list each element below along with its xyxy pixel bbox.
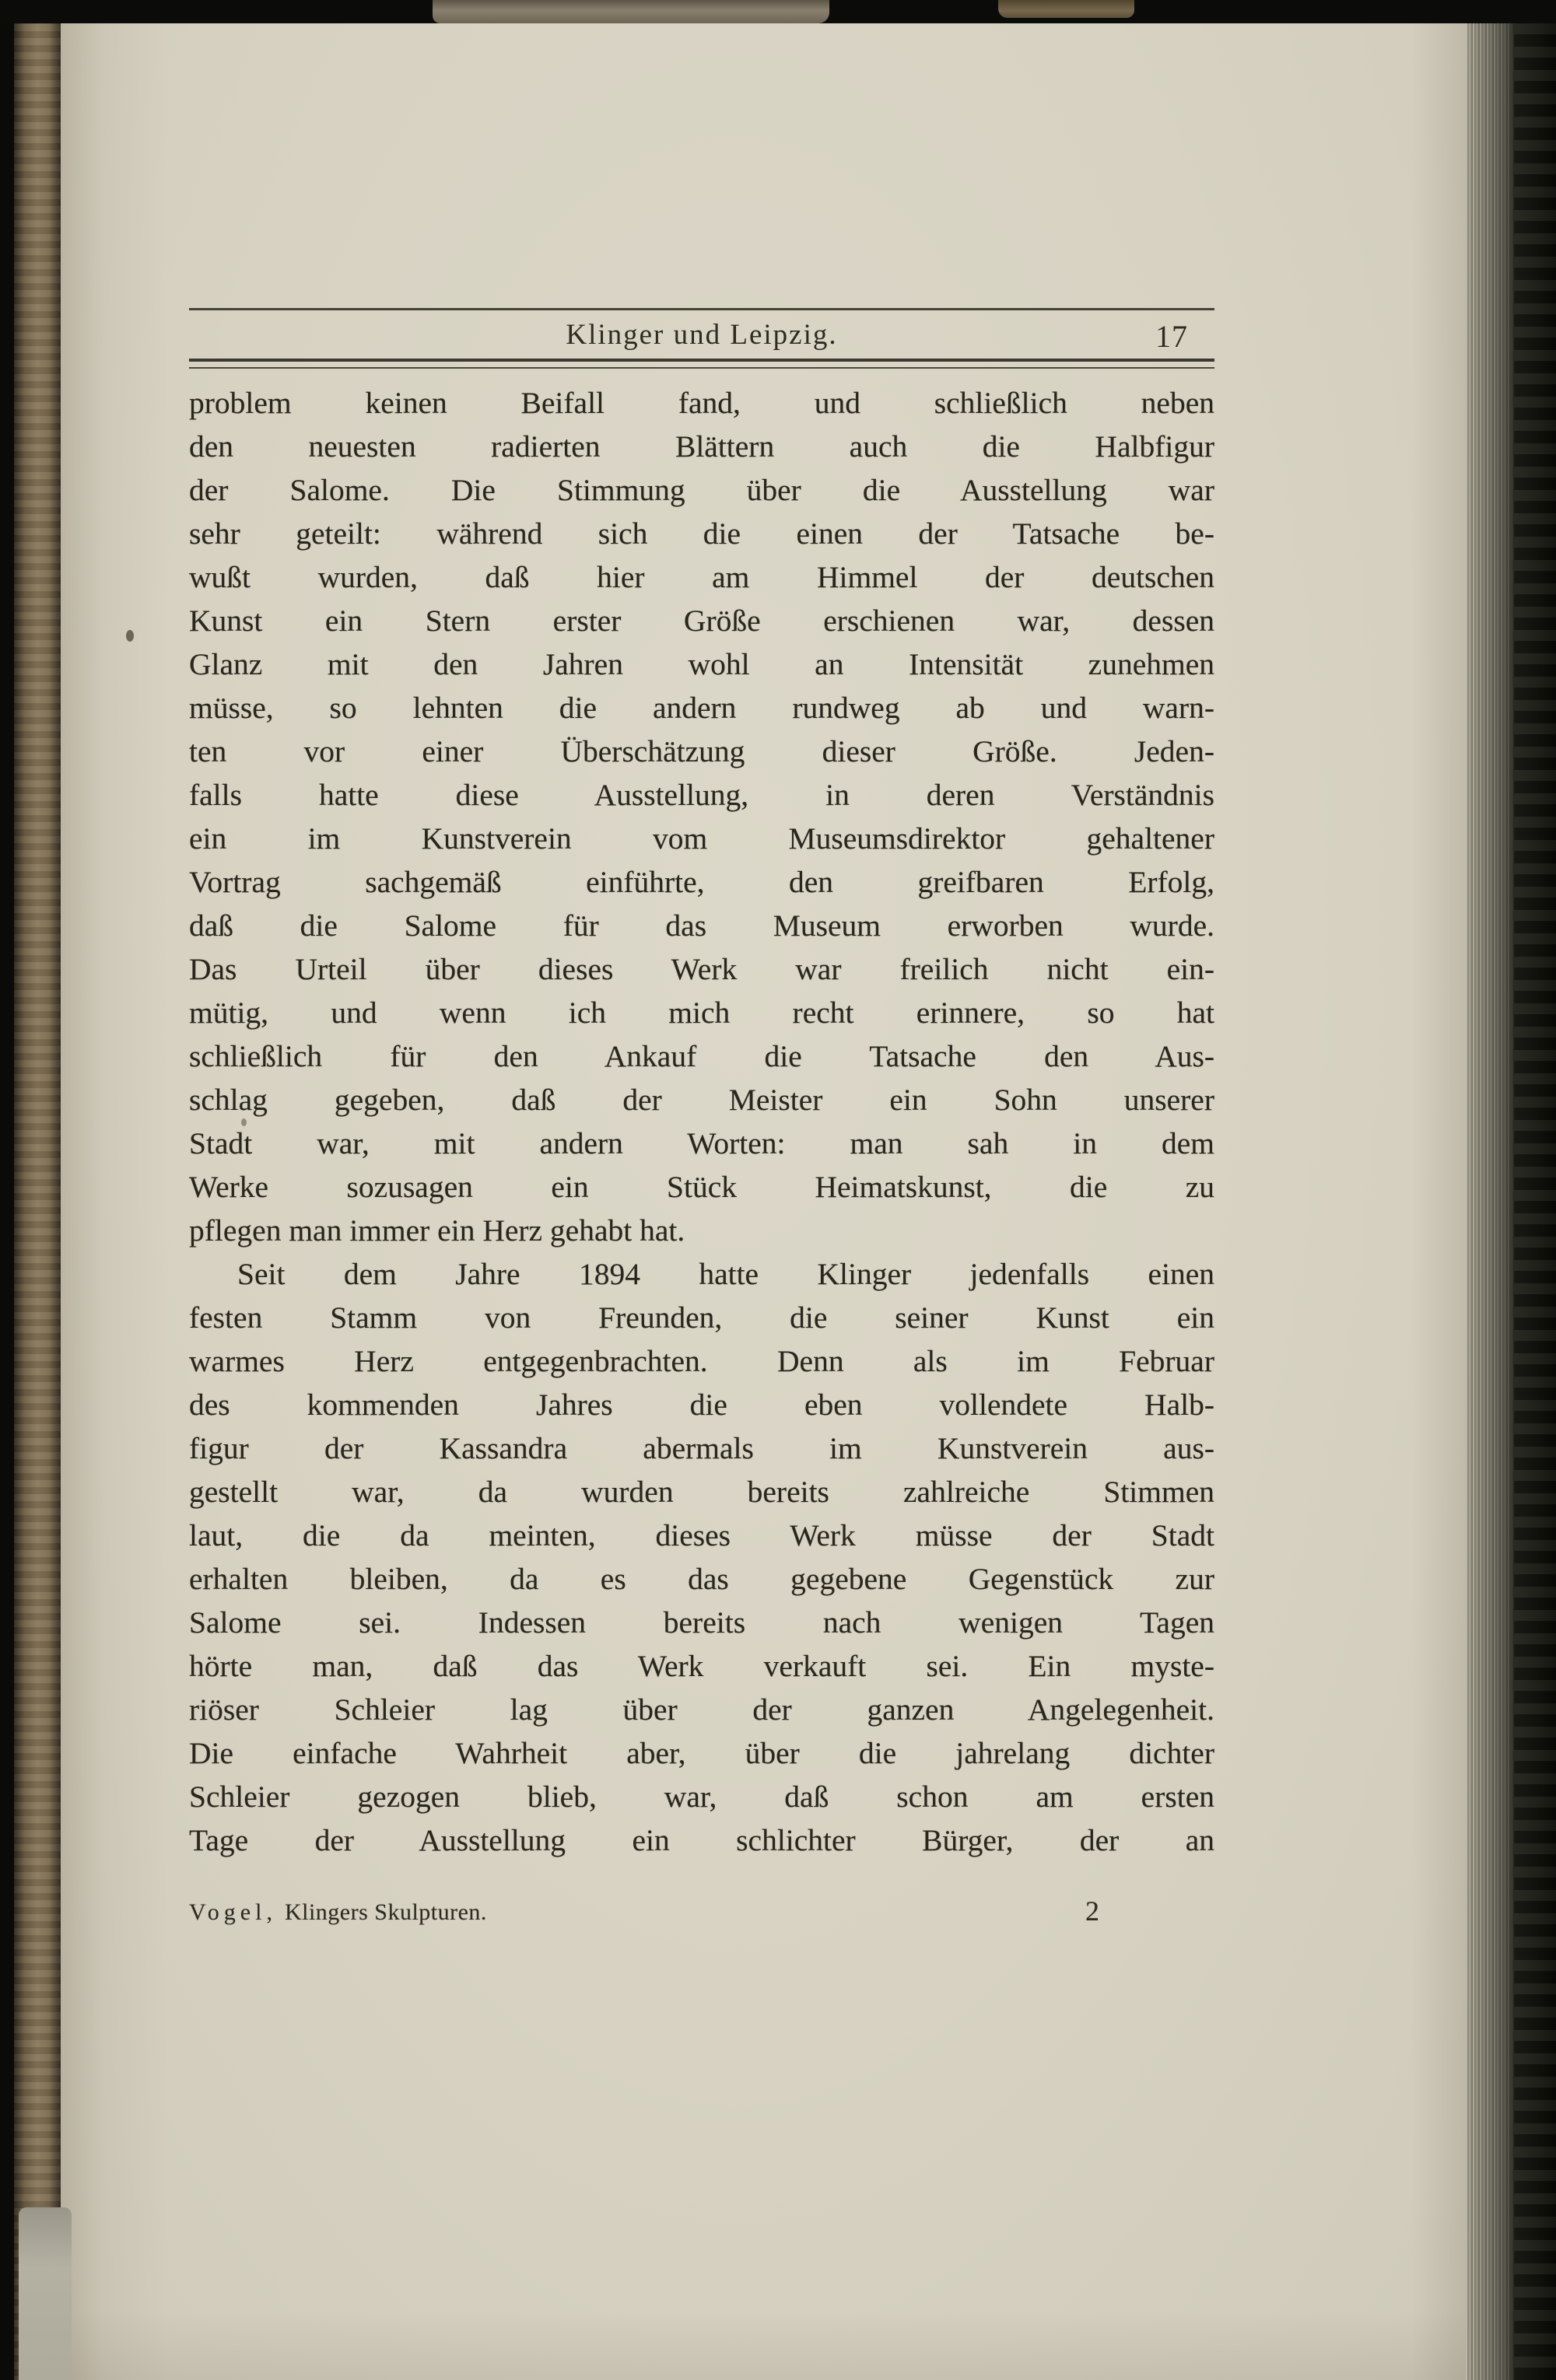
text-line: den neuesten radierten Blättern auch die Halbfigur [189,429,1214,464]
tape-patch-top-center [433,0,829,23]
text-line: schlag gegeben, daß der Meister ein Sohn unserer [189,1083,1214,1117]
text-line: Glanz mit den Jahren wohl an Intensität zunehmen [189,647,1214,681]
text-line: Werke sozusagen ein Stück Heimatskunst, die zu [189,1170,1214,1204]
text-line: Vortrag sachgemäß einführte, den greifbaren Erfolg, [189,865,1214,899]
text-line: riöser Schleier lag über der ganzen Angelegenheit. [189,1692,1214,1727]
running-title: Klinger und Leipzig. [566,318,838,351]
body-text [189,381,1214,1862]
paragraph-2 [189,1252,1214,1862]
text-line: Seit dem Jahre 1894 hatte Klinger jedenfalls einen [237,1257,1214,1291]
header-rule-bold [189,359,1214,362]
text-line: schließlich für den Ankauf die Tatsache den Aus- [189,1039,1214,1073]
page-stack-fore-edge [1466,20,1514,2380]
text-line: der Salome. Die Stimmung über die Ausstellung war [189,473,1214,507]
text-line: des kommenden Jahres die eben vollendete Halb- [189,1388,1214,1422]
header-row [189,310,1214,359]
footer-work-title: Klingers Skulpturen. [284,1899,487,1925]
text-line: falls hatte diese Ausstellung, in deren Verständnis [189,778,1214,812]
page-header [189,308,1214,369]
sheet-signature-number: 2 [1085,1895,1099,1927]
text-line: müsse, so lehnten die andern rundweg ab und warn- [189,691,1214,725]
book-cover-edge [1514,0,1556,2380]
binding-strip [14,3,62,2380]
text-line: erhalten bleiben, da es das gegebene Gegenstück zur [189,1562,1214,1596]
ink-speck [126,630,134,642]
text-line: figur der Kassandra abermals im Kunstverein aus- [189,1431,1214,1465]
page-number: 17 [1155,319,1188,354]
text-line: ein im Kunstverein vom Museumsdirektor gehaltener [189,821,1214,856]
paragraph-1 [189,381,1214,1252]
text-line: Schleier gezogen blieb, war, daß schon am ersten [189,1780,1214,1814]
text-line: mütig, und wenn ich mich recht erinnere, so hat [189,996,1214,1030]
text-line: Das Urteil über dieses Werk war freilich nicht ein- [189,952,1214,986]
text-line: Stadt war, mit andern Worten: man sah in dem [189,1126,1214,1160]
header-rule-thin [189,367,1214,369]
text-line: warmes Herz entgegenbrachten. Denn als im Februar [189,1344,1214,1378]
text-line: ten vor einer Überschätzung dieser Größe. Jeden- [189,734,1214,768]
text-line: Salome sei. Indessen bereits nach wenigen Tagen [189,1605,1214,1640]
text-line: hörte man, daß das Werk verkauft sei. Ein myste- [189,1649,1214,1683]
text-line: Tage der Ausstellung ein schlichter Bürger, der an [189,1823,1214,1857]
book-page [61,23,1466,2380]
footer-author: Vogel, [189,1899,277,1925]
page-footer [189,1895,1214,1938]
text-line: daß die Salome für das Museum erworben wurde. [189,908,1214,943]
tape-patch-top-right [998,0,1134,18]
text-line: Kunst ein Stern erster Größe erschienen war, dessen [189,604,1214,638]
text-line: laut, die da meinten, dieses Werk müsse der Stadt [189,1518,1214,1552]
text-line: sehr geteilt: während sich die einen der Tatsache be- [189,516,1214,551]
text-line: pflegen man immer ein Herz gehabt hat. [189,1213,685,1248]
bottom-left-paper-patch [19,2207,72,2380]
text-line: Die einfache Wahrheit aber, über die jahrelang dichter [189,1736,1214,1770]
text-line: festen Stamm von Freunden, die seiner Kunst ein [189,1300,1214,1335]
text-line: gestellt war, da wurden bereits zahlreiche Stimmen [189,1475,1214,1509]
text-line: wußt wurden, daß hier am Himmel der deutschen [189,560,1214,594]
ink-speck [241,1118,247,1126]
text-line: problem keinen Beifall fand, und schließlich neben [189,386,1214,420]
